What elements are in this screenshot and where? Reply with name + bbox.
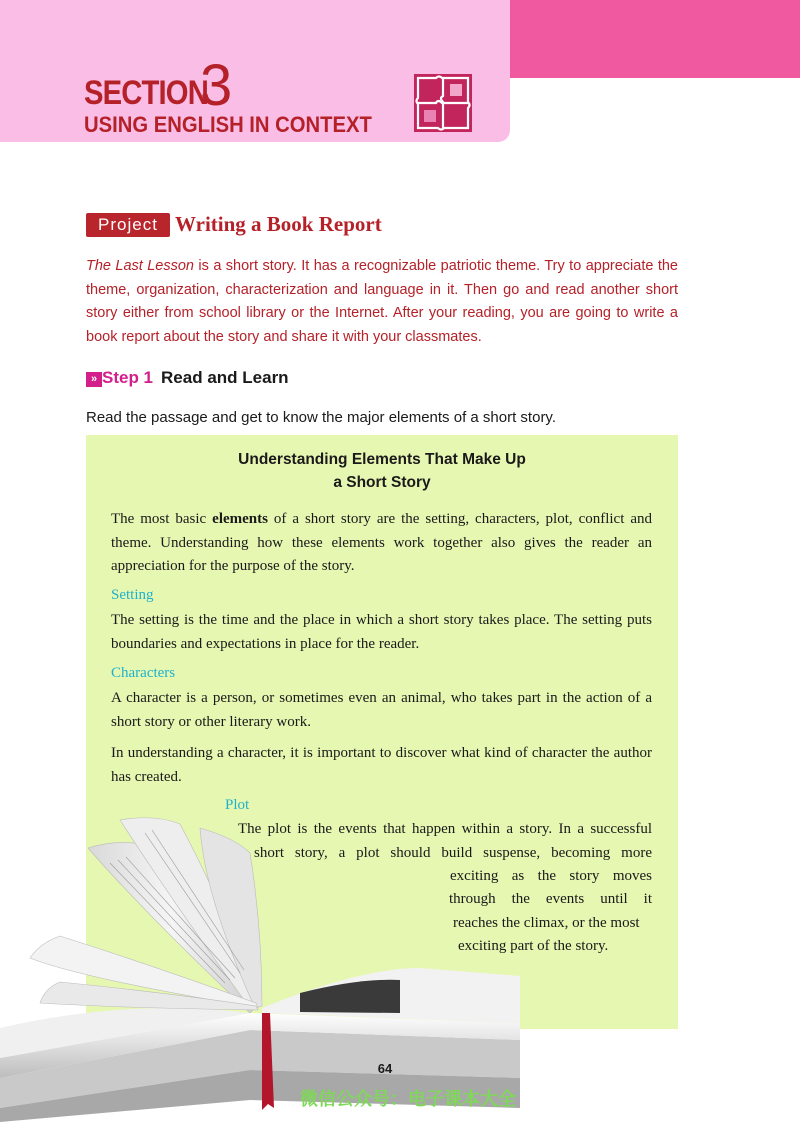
plot-line: exciting part of the story.: [458, 938, 609, 954]
passage-title: [86, 448, 678, 494]
puzzle-icon: [414, 74, 472, 132]
plot-line: short story, a plot should build suspense, becoming more: [254, 845, 652, 861]
story-title: The Last Lesson: [86, 258, 194, 274]
step-heading: [86, 368, 289, 390]
plot-line: reaches the climax, or the most: [453, 915, 640, 931]
p1-bold: elements: [212, 511, 268, 527]
double-chevron-icon: »: [86, 372, 102, 387]
step-title: Read and Learn: [161, 368, 289, 387]
header-band-magenta: [510, 0, 800, 78]
passage-title-line2: a Short Story: [333, 474, 431, 491]
step-label: Step 1: [102, 368, 154, 387]
setting-heading: Setting: [111, 587, 154, 603]
p1-after: of a short story are the setting, characters, plot, conflict and theme. Understanding how these elements work together also gives the reader an appreciation for the purpose of the story.: [111, 511, 652, 574]
plot-line: through the events until it: [449, 891, 652, 907]
plot-line: The plot is the events that happen within a story. In a successful: [238, 821, 652, 837]
intro-text: is a short story. It has a recognizable patriotic theme. Try to appreciate the theme, organization, characterization and language in it. Then go and read another short story either from school library or the Internet. After your reading, you are going to write a book report about the story and share it with your classmates.: [86, 258, 678, 345]
page-number: 64: [377, 1061, 393, 1076]
plot-line: exciting as the story moves: [450, 868, 652, 884]
characters-paragraph-1: A character is a person, or sometimes even an animal, who takes part in the action of a short story or other literary work.: [111, 690, 652, 730]
passage-title-line1: Understanding Elements That Make Up: [238, 451, 526, 468]
watermark-text: 微信公众号：电子课本大全: [300, 1089, 516, 1109]
instruction-text: Read the passage and get to know the major elements of a short story.: [86, 409, 556, 426]
section-subtitle: USING ENGLISH IN CONTEXT: [84, 112, 372, 137]
characters-paragraph-2: In understanding a character, it is important to discover what kind of character the author has created.: [111, 745, 652, 785]
plot-heading: Plot: [225, 797, 250, 813]
setting-paragraph: The setting is the time and the place in which a short story takes place. The setting puts boundaries and expectations in place for the reader.: [111, 612, 652, 652]
project-title: Writing a Book Report: [175, 212, 382, 236]
project-badge: Project: [86, 213, 170, 237]
section-label: SECTION: [84, 74, 208, 112]
intro-elements-paragraph: [111, 508, 652, 579]
section-number: 3: [200, 53, 233, 118]
open-book-illustration: [0, 808, 520, 1122]
characters-heading: Characters: [111, 665, 176, 681]
p1-before: The most basic: [111, 511, 213, 527]
intro-paragraph: [86, 255, 678, 349]
